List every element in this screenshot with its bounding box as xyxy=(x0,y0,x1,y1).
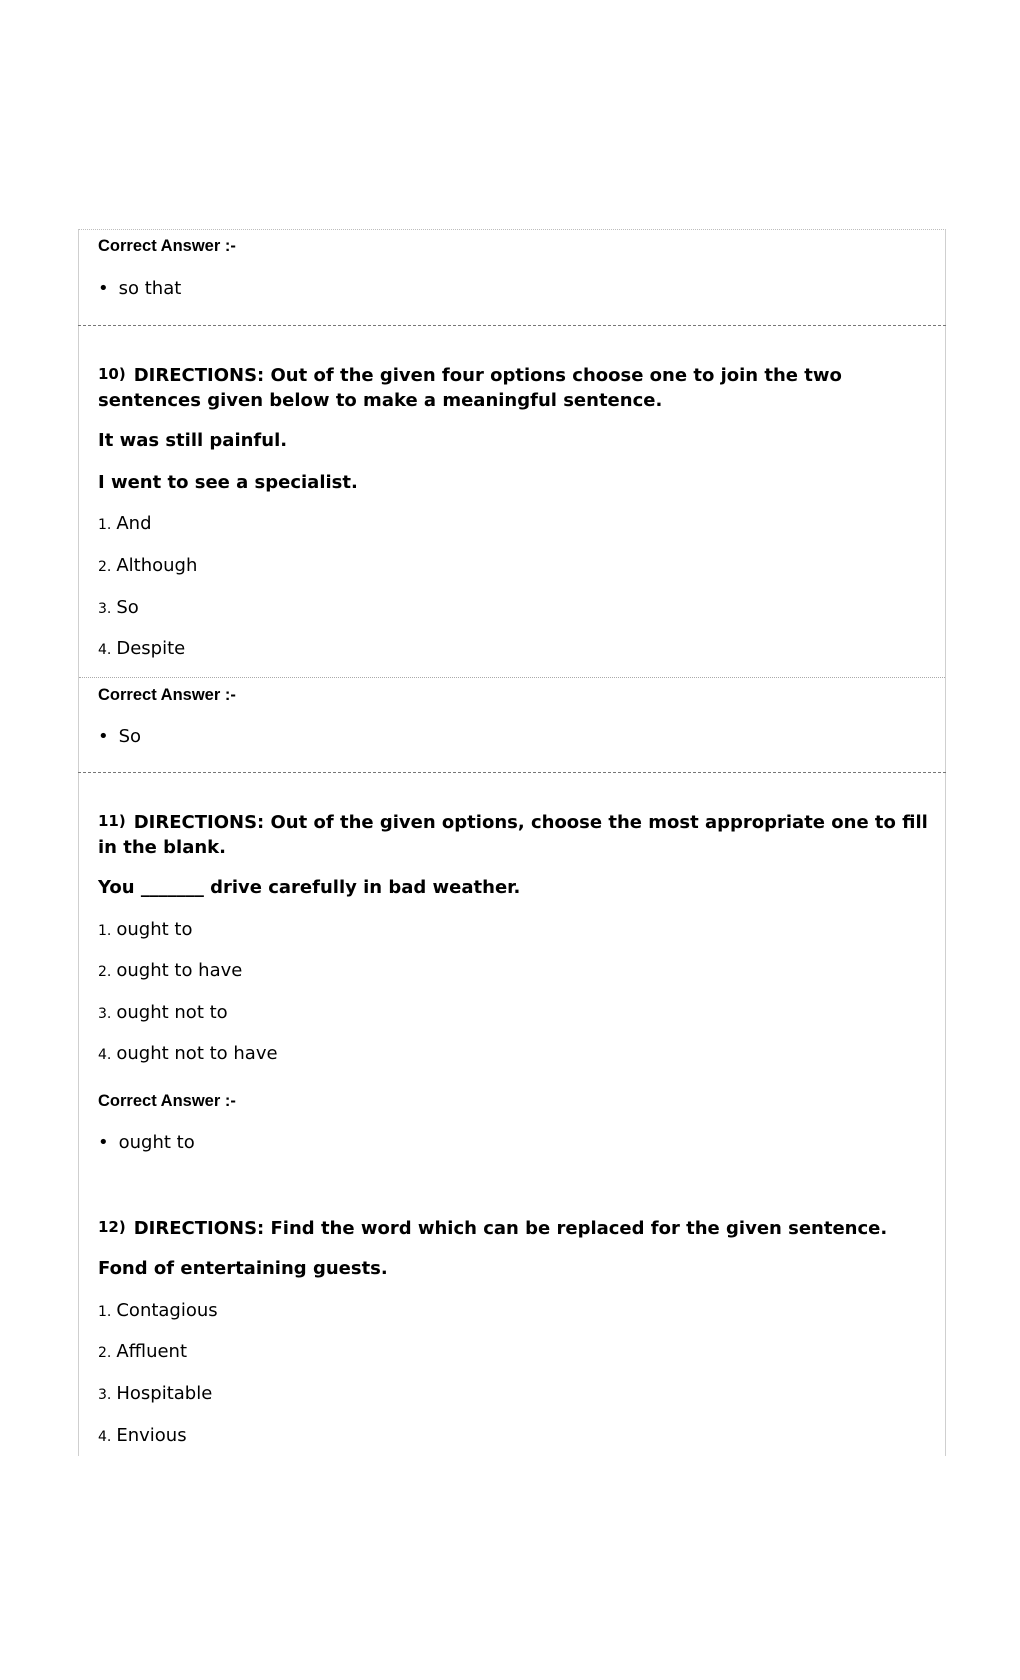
question-10-directions: 10) DIRECTIONS: Out of the given four options choose one to join the two sentences given below to make a meaningful sentence. xyxy=(98,365,842,411)
option-3: 3. So xyxy=(98,597,139,618)
question-stem: Fond of entertaining guests. xyxy=(98,1258,388,1279)
correct-answer-label: Correct Answer :- xyxy=(98,686,236,704)
question-stem: It was still painful. xyxy=(98,430,288,451)
question-11-directions: 11) DIRECTIONS: Out of the given options, choose the most appropriate one to fill in the blank. xyxy=(98,812,928,858)
option-4: 4. Envious xyxy=(98,1425,187,1446)
correct-answer-label: Correct Answer :- xyxy=(98,1092,236,1110)
option-2: 2. Although xyxy=(98,555,198,576)
question-stem: I went to see a specialist. xyxy=(98,472,358,493)
question-number: 11) xyxy=(98,812,126,830)
question-divider xyxy=(78,772,946,773)
option-4: 4. ought not to have xyxy=(98,1043,278,1064)
option-1: 1. Contagious xyxy=(98,1300,218,1321)
option-2: 2. Affluent xyxy=(98,1341,188,1362)
question-number: 10) xyxy=(98,365,126,383)
question-number: 12) xyxy=(98,1218,126,1236)
correct-answer-value: • So xyxy=(98,726,141,747)
option-1: 1. And xyxy=(98,513,152,534)
option-2: 2. ought to have xyxy=(98,960,243,981)
option-3: 3. Hospitable xyxy=(98,1383,213,1404)
option-3: 3. ought not to xyxy=(98,1002,228,1023)
answer-divider xyxy=(79,677,945,678)
correct-answer-label: Correct Answer :- xyxy=(98,237,236,255)
correct-answer-value: • ought to xyxy=(98,1132,195,1153)
question-12-directions: 12) DIRECTIONS: Find the word which can be replaced for the given sentence. xyxy=(98,1218,888,1239)
question-divider xyxy=(78,325,946,326)
question-stem: You _______ drive carefully in bad weather. xyxy=(98,877,521,898)
option-4: 4. Despite xyxy=(98,638,186,659)
correct-answer-value: • so that xyxy=(98,278,181,299)
option-1: 1. ought to xyxy=(98,919,193,940)
